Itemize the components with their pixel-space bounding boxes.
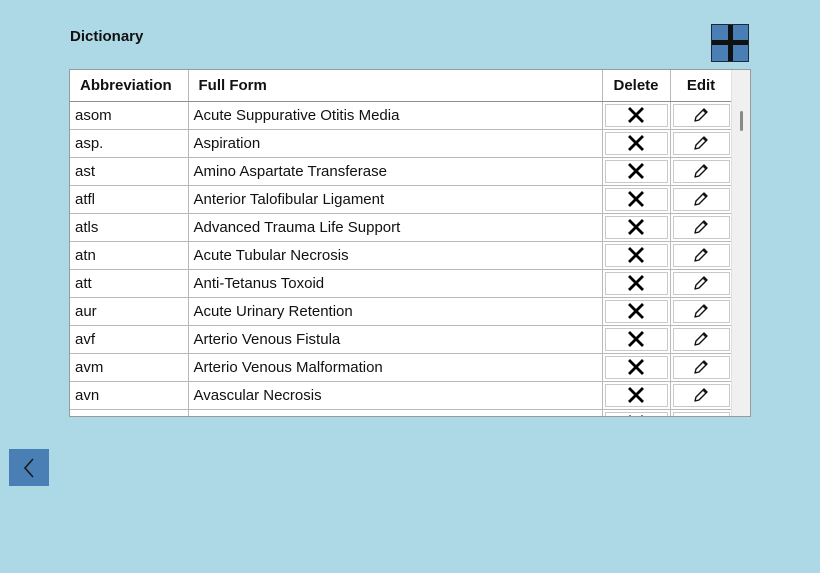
delete-button[interactable] bbox=[605, 216, 668, 239]
pencil-icon bbox=[692, 330, 710, 348]
delete-cell bbox=[602, 381, 670, 409]
table-row[interactable] bbox=[70, 213, 732, 241]
full-form-cell[interactable]: Arterio Venous Malformation bbox=[188, 353, 602, 381]
abbreviation-cell[interactable]: atn bbox=[70, 241, 188, 269]
edit-button[interactable] bbox=[673, 188, 730, 211]
table-row[interactable] bbox=[70, 129, 732, 157]
delete-cell bbox=[602, 185, 670, 213]
delete-cell bbox=[602, 241, 670, 269]
delete-button[interactable] bbox=[605, 384, 668, 407]
delete-cell bbox=[602, 129, 670, 157]
full-form-cell[interactable]: Arterio Venous Fistula bbox=[188, 325, 602, 353]
abbreviation-cell[interactable]: atls bbox=[70, 213, 188, 241]
delete-cell bbox=[602, 297, 670, 325]
abbreviation-cell[interactable]: asom bbox=[70, 101, 188, 129]
pencil-icon bbox=[692, 218, 710, 236]
edit-button[interactable] bbox=[673, 132, 730, 155]
edit-cell bbox=[670, 185, 732, 213]
table-row[interactable] bbox=[70, 241, 732, 269]
table-row[interactable] bbox=[70, 269, 732, 297]
edit-button[interactable] bbox=[673, 384, 730, 407]
edit-cell bbox=[670, 269, 732, 297]
delete-button[interactable] bbox=[605, 412, 668, 418]
column-header-full-form[interactable]: Full Form bbox=[188, 70, 602, 101]
edit-button[interactable] bbox=[673, 356, 730, 379]
edit-button[interactable] bbox=[673, 300, 730, 323]
delete-button[interactable] bbox=[605, 244, 668, 267]
table-row[interactable] bbox=[70, 101, 732, 129]
edit-cell bbox=[670, 353, 732, 381]
chevron-left-icon bbox=[22, 457, 36, 479]
full-form-cell[interactable]: Advanced Trauma Life Support bbox=[188, 213, 602, 241]
pencil-icon bbox=[692, 190, 710, 208]
edit-cell bbox=[670, 213, 732, 241]
close-icon bbox=[628, 359, 644, 375]
close-icon bbox=[628, 331, 644, 347]
pencil-icon bbox=[692, 274, 710, 292]
table-row[interactable] bbox=[70, 297, 732, 325]
delete-cell bbox=[602, 101, 670, 129]
abbreviation-cell[interactable]: att bbox=[70, 269, 188, 297]
abbreviation-cell[interactable]: avn bbox=[70, 381, 188, 409]
full-form-cell[interactable]: Acute Urinary Retention bbox=[188, 297, 602, 325]
add-entry-button[interactable] bbox=[711, 24, 749, 62]
edit-button[interactable] bbox=[673, 272, 730, 295]
abbreviation-cell[interactable]: avm bbox=[70, 353, 188, 381]
edit-cell bbox=[670, 101, 732, 129]
abbreviation-cell[interactable]: asp. bbox=[70, 129, 188, 157]
scrollbar-thumb[interactable] bbox=[740, 111, 743, 131]
delete-button[interactable] bbox=[605, 132, 668, 155]
page-title: Dictionary bbox=[70, 28, 144, 45]
close-icon bbox=[628, 135, 644, 151]
table-row[interactable] bbox=[70, 381, 732, 409]
delete-cell bbox=[602, 157, 670, 185]
edit-button[interactable] bbox=[673, 216, 730, 239]
column-header-delete[interactable]: Delete bbox=[602, 70, 670, 101]
delete-button[interactable] bbox=[605, 104, 668, 127]
pencil-icon bbox=[692, 302, 710, 320]
column-header-edit[interactable]: Edit bbox=[670, 70, 732, 101]
edit-button[interactable] bbox=[673, 328, 730, 351]
table-header-row bbox=[70, 70, 732, 101]
close-icon bbox=[628, 415, 644, 417]
close-icon bbox=[628, 191, 644, 207]
table-row[interactable] bbox=[70, 409, 732, 417]
edit-cell bbox=[670, 381, 732, 409]
delete-cell bbox=[602, 213, 670, 241]
delete-cell bbox=[602, 325, 670, 353]
full-form-cell[interactable]: Acute Tubular Necrosis bbox=[188, 241, 602, 269]
delete-cell bbox=[602, 409, 670, 417]
delete-cell bbox=[602, 353, 670, 381]
edit-button[interactable] bbox=[673, 104, 730, 127]
delete-button[interactable] bbox=[605, 160, 668, 183]
close-icon bbox=[628, 219, 644, 235]
edit-cell bbox=[670, 409, 732, 417]
close-icon bbox=[628, 303, 644, 319]
vertical-scrollbar[interactable] bbox=[731, 70, 750, 416]
pencil-icon bbox=[692, 106, 710, 124]
dictionary-table bbox=[69, 69, 751, 417]
delete-cell bbox=[602, 269, 670, 297]
pencil-icon bbox=[692, 358, 710, 376]
table-row[interactable] bbox=[70, 353, 732, 381]
close-icon bbox=[628, 387, 644, 403]
full-form-cell[interactable]: Amino Aspartate Transferase bbox=[188, 157, 602, 185]
pencil-icon bbox=[692, 246, 710, 264]
abbreviation-cell[interactable]: atfl bbox=[70, 185, 188, 213]
column-header-abbreviation[interactable]: Abbreviation bbox=[70, 70, 188, 101]
table-row[interactable] bbox=[70, 185, 732, 213]
close-icon bbox=[628, 107, 644, 123]
edit-cell bbox=[670, 241, 732, 269]
table-row[interactable] bbox=[70, 157, 732, 185]
edit-cell bbox=[670, 157, 732, 185]
abbreviation-cell[interactable]: ast bbox=[70, 157, 188, 185]
table-row[interactable] bbox=[70, 325, 732, 353]
full-form-cell[interactable] bbox=[188, 409, 602, 417]
pencil-icon bbox=[692, 414, 710, 417]
close-icon bbox=[628, 275, 644, 291]
delete-button[interactable] bbox=[605, 272, 668, 295]
abbreviation-cell[interactable] bbox=[70, 409, 188, 417]
abbreviation-cell[interactable]: avf bbox=[70, 325, 188, 353]
close-icon bbox=[628, 247, 644, 263]
edit-cell bbox=[670, 297, 732, 325]
full-form-cell[interactable]: Aspiration bbox=[188, 129, 602, 157]
delete-button[interactable] bbox=[605, 300, 668, 323]
delete-button[interactable] bbox=[605, 356, 668, 379]
pencil-icon bbox=[692, 386, 710, 404]
edit-button[interactable] bbox=[673, 244, 730, 267]
full-form-cell[interactable]: Avascular Necrosis bbox=[188, 381, 602, 409]
delete-button[interactable] bbox=[605, 328, 668, 351]
full-form-cell[interactable]: Anterior Talofibular Ligament bbox=[188, 185, 602, 213]
edit-button[interactable] bbox=[673, 160, 730, 183]
plus-icon bbox=[712, 25, 748, 61]
pencil-icon bbox=[692, 162, 710, 180]
edit-cell bbox=[670, 325, 732, 353]
edit-cell bbox=[670, 129, 732, 157]
back-button[interactable] bbox=[9, 449, 49, 486]
pencil-icon bbox=[692, 134, 710, 152]
edit-button[interactable] bbox=[673, 412, 730, 418]
delete-button[interactable] bbox=[605, 188, 668, 211]
abbreviation-cell[interactable]: aur bbox=[70, 297, 188, 325]
full-form-cell[interactable]: Acute Suppurative Otitis Media bbox=[188, 101, 602, 129]
full-form-cell[interactable]: Anti-Tetanus Toxoid bbox=[188, 269, 602, 297]
close-icon bbox=[628, 163, 644, 179]
